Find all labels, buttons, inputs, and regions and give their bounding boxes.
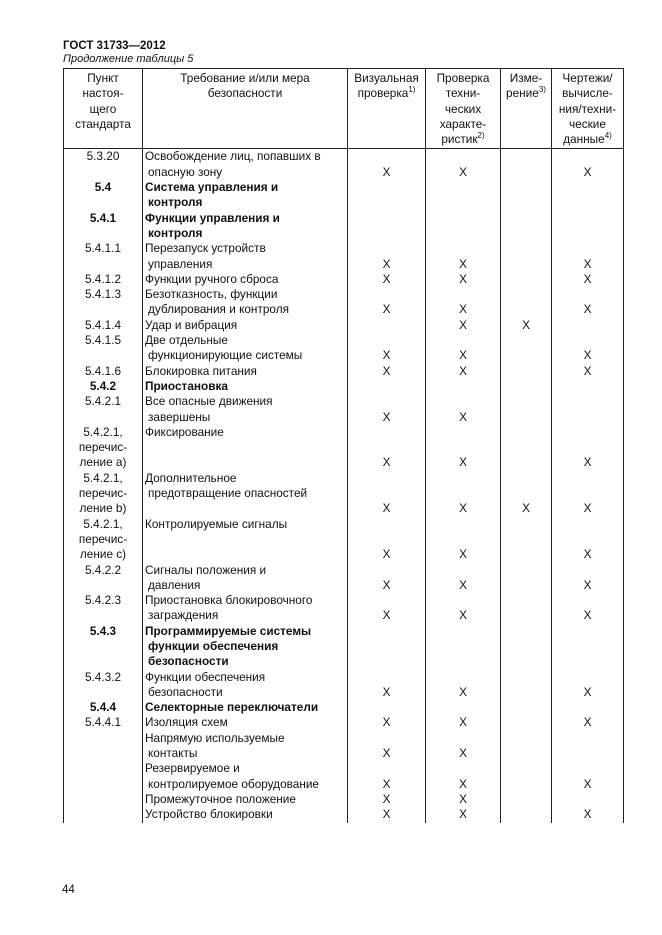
measurement-mark bbox=[501, 593, 552, 624]
table-row bbox=[64, 241, 624, 272]
requirement-text: Функции ручного сброса bbox=[143, 272, 348, 287]
tech-check-mark: X bbox=[426, 807, 501, 822]
drawings-mark: X bbox=[552, 761, 624, 792]
table-row bbox=[64, 287, 624, 318]
drawings-mark: X bbox=[552, 715, 624, 730]
requirement-text: Дополнительное предотвращение опасностей bbox=[143, 471, 348, 517]
requirement-text: Две отдельные функционирующие системы bbox=[143, 333, 348, 364]
table-row bbox=[64, 364, 624, 379]
table-row bbox=[64, 471, 624, 517]
tech-check-mark: X bbox=[426, 792, 501, 807]
page-number: 44 bbox=[62, 884, 75, 896]
table-continuation-label: Продолжение таблицы 5 bbox=[63, 53, 194, 65]
drawings-mark bbox=[552, 700, 624, 715]
requirement-text: Программируемые системы функции обеспечения безопасности bbox=[143, 624, 348, 670]
col-header-clause: Пункт настоя- щего стандарта bbox=[64, 69, 143, 149]
tech-check-mark: X bbox=[426, 563, 501, 594]
drawings-mark: X bbox=[552, 807, 624, 822]
measurement-mark bbox=[501, 394, 552, 425]
table-row bbox=[64, 379, 624, 394]
table-row bbox=[64, 670, 624, 701]
drawings-mark: X bbox=[552, 670, 624, 701]
visual-check-mark: X bbox=[348, 364, 426, 379]
clause-number: 5.4.1 bbox=[64, 211, 143, 242]
measurement-mark: X bbox=[501, 318, 552, 333]
clause-number: 5.4.1.3 bbox=[64, 287, 143, 318]
visual-check-mark: X bbox=[348, 807, 426, 822]
table-row bbox=[64, 563, 624, 594]
tech-check-mark: X bbox=[426, 364, 501, 379]
measurement-mark bbox=[501, 241, 552, 272]
clause-number: 5.4.3 bbox=[64, 624, 143, 670]
visual-check-mark: X bbox=[348, 394, 426, 425]
measurement-mark bbox=[501, 731, 552, 762]
drawings-mark: X bbox=[552, 149, 624, 180]
table-row bbox=[64, 211, 624, 242]
measurement-mark bbox=[501, 287, 552, 318]
drawings-mark: X bbox=[552, 272, 624, 287]
tech-check-mark bbox=[426, 180, 501, 211]
tech-check-mark: X bbox=[426, 149, 501, 180]
tech-check-mark: X bbox=[426, 670, 501, 701]
tech-check-mark: X bbox=[426, 761, 501, 792]
requirement-text: Приостановка блокировочного заграждения bbox=[143, 593, 348, 624]
requirement-text: Промежуточное положение bbox=[143, 792, 348, 807]
measurement-mark bbox=[501, 807, 552, 822]
table-row bbox=[64, 792, 624, 807]
requirement-text: Резервируемое и контролируемое оборудование bbox=[143, 761, 348, 792]
tech-check-mark bbox=[426, 211, 501, 242]
tech-check-mark: X bbox=[426, 394, 501, 425]
measurement-mark bbox=[501, 700, 552, 715]
drawings-mark: X bbox=[552, 364, 624, 379]
tech-check-mark: X bbox=[426, 318, 501, 333]
measurement-mark bbox=[501, 149, 552, 180]
clause-number bbox=[64, 731, 143, 762]
visual-check-mark: X bbox=[348, 333, 426, 364]
drawings-mark bbox=[552, 211, 624, 242]
visual-check-mark: X bbox=[348, 149, 426, 180]
visual-check-mark: X bbox=[348, 563, 426, 594]
requirement-text: Функции обеспечения безопасности bbox=[143, 670, 348, 701]
clause-number: 5.4.2.1, перечис- ление b) bbox=[64, 471, 143, 517]
drawings-mark: X bbox=[552, 333, 624, 364]
tech-check-mark: X bbox=[426, 272, 501, 287]
requirement-text: Селекторные переключатели bbox=[143, 700, 348, 715]
measurement-mark bbox=[501, 364, 552, 379]
tech-check-mark: X bbox=[426, 471, 501, 517]
table-header bbox=[64, 69, 624, 149]
requirement-text: Все опасные движения завершены bbox=[143, 394, 348, 425]
clause-number: 5.4.2.2 bbox=[64, 563, 143, 594]
clause-number bbox=[64, 807, 143, 822]
clause-number: 5.4.3.2 bbox=[64, 670, 143, 701]
tech-check-mark bbox=[426, 700, 501, 715]
visual-check-mark: X bbox=[348, 731, 426, 762]
drawings-mark bbox=[552, 731, 624, 762]
clause-number: 5.4.4.1 bbox=[64, 715, 143, 730]
requirement-text: Изоляция схем bbox=[143, 715, 348, 730]
requirement-text: Напрямую используемые контакты bbox=[143, 731, 348, 762]
table-row bbox=[64, 700, 624, 715]
table-row bbox=[64, 272, 624, 287]
measurement-mark bbox=[501, 792, 552, 807]
drawings-mark bbox=[552, 624, 624, 670]
clause-number: 5.4.4 bbox=[64, 700, 143, 715]
measurement-mark bbox=[501, 379, 552, 394]
clause-number bbox=[64, 792, 143, 807]
table-row bbox=[64, 180, 624, 211]
requirement-text: Сигналы положения и давления bbox=[143, 563, 348, 594]
requirement-text: Безотказность, функции дублирования и контроля bbox=[143, 287, 348, 318]
requirement-text: Удар и вибрация bbox=[143, 318, 348, 333]
measurement-mark bbox=[501, 272, 552, 287]
measurement-mark bbox=[501, 333, 552, 364]
clause-number: 5.4.2.3 bbox=[64, 593, 143, 624]
tech-check-mark: X bbox=[426, 425, 501, 471]
drawings-mark: X bbox=[552, 563, 624, 594]
requirements-table bbox=[63, 68, 624, 823]
clause-number bbox=[64, 761, 143, 792]
clause-number: 5.4.1.4 bbox=[64, 318, 143, 333]
visual-check-mark: X bbox=[348, 670, 426, 701]
tech-check-mark: X bbox=[426, 731, 501, 762]
requirement-text: Контролируемые сигналы bbox=[143, 517, 348, 563]
table-row bbox=[64, 593, 624, 624]
clause-number: 5.4.2 bbox=[64, 379, 143, 394]
requirement-text: Перезапуск устройств управления bbox=[143, 241, 348, 272]
table-row bbox=[64, 333, 624, 364]
measurement-mark bbox=[501, 180, 552, 211]
measurement-mark bbox=[501, 563, 552, 594]
visual-check-mark: X bbox=[348, 761, 426, 792]
tech-check-mark bbox=[426, 379, 501, 394]
tech-check-mark: X bbox=[426, 287, 501, 318]
tech-check-mark: X bbox=[426, 517, 501, 563]
drawings-mark bbox=[552, 792, 624, 807]
table-row bbox=[64, 517, 624, 563]
col-header-visual-check: Визуальная проверка$^{1)}$ bbox=[348, 69, 426, 149]
clause-number: 5.4.2.1, перечис- ление а) bbox=[64, 425, 143, 471]
tech-check-mark bbox=[426, 624, 501, 670]
clause-number: 5.4.1.5 bbox=[64, 333, 143, 364]
requirement-text: Приостановка bbox=[143, 379, 348, 394]
drawings-mark bbox=[552, 379, 624, 394]
col-header-tech-check: Проверка техни- ческих характе- ристик$^{2)}$ bbox=[426, 69, 501, 149]
drawings-mark: X bbox=[552, 241, 624, 272]
requirement-text: Фиксирование bbox=[143, 425, 348, 471]
clause-number: 5.4 bbox=[64, 180, 143, 211]
table-row bbox=[64, 425, 624, 471]
table-row bbox=[64, 731, 624, 762]
visual-check-mark: X bbox=[348, 792, 426, 807]
drawings-mark: X bbox=[552, 425, 624, 471]
table-body bbox=[64, 149, 624, 823]
tech-check-mark: X bbox=[426, 593, 501, 624]
requirement-text: Функции управления и контроля bbox=[143, 211, 348, 242]
clause-number: 5.3.20 bbox=[64, 149, 143, 180]
visual-check-mark bbox=[348, 700, 426, 715]
measurement-mark bbox=[501, 211, 552, 242]
visual-check-mark bbox=[348, 180, 426, 211]
visual-check-mark: X bbox=[348, 593, 426, 624]
table-row bbox=[64, 761, 624, 792]
table-row bbox=[64, 318, 624, 333]
drawings-mark: X bbox=[552, 471, 624, 517]
col-header-drawings: Чертежи/ вычисле- ния/техни- ческие данные$^{4)}$ bbox=[552, 69, 624, 149]
visual-check-mark: X bbox=[348, 241, 426, 272]
visual-check-mark bbox=[348, 624, 426, 670]
measurement-mark bbox=[501, 715, 552, 730]
table-row bbox=[64, 394, 624, 425]
visual-check-mark: X bbox=[348, 471, 426, 517]
visual-check-mark: X bbox=[348, 425, 426, 471]
measurement-mark bbox=[501, 670, 552, 701]
requirement-text: Устройство блокировки bbox=[143, 807, 348, 822]
drawings-mark bbox=[552, 180, 624, 211]
drawings-mark: X bbox=[552, 517, 624, 563]
clause-number: 5.4.1.6 bbox=[64, 364, 143, 379]
clause-number: 5.4.1.2 bbox=[64, 272, 143, 287]
measurement-mark bbox=[501, 761, 552, 792]
visual-check-mark bbox=[348, 318, 426, 333]
clause-number: 5.4.2.1, перечис- ление с) bbox=[64, 517, 143, 563]
tech-check-mark: X bbox=[426, 715, 501, 730]
tech-check-mark: X bbox=[426, 241, 501, 272]
drawings-mark bbox=[552, 318, 624, 333]
table-row bbox=[64, 715, 624, 730]
requirement-text: Освобождение лиц, попавших в опасную зону bbox=[143, 149, 348, 180]
measurement-mark bbox=[501, 425, 552, 471]
requirement-text: Блокировка питания bbox=[143, 364, 348, 379]
col-header-requirement: Требование и/или мера безопасности bbox=[143, 69, 348, 149]
measurement-mark bbox=[501, 517, 552, 563]
table-row bbox=[64, 807, 624, 822]
clause-number: 5.4.1.1 bbox=[64, 241, 143, 272]
requirement-text: Система управления и контроля bbox=[143, 180, 348, 211]
tech-check-mark: X bbox=[426, 333, 501, 364]
standard-title: ГОСТ 31733—2012 bbox=[63, 40, 166, 52]
visual-check-mark bbox=[348, 379, 426, 394]
measurement-mark bbox=[501, 624, 552, 670]
visual-check-mark: X bbox=[348, 272, 426, 287]
drawings-mark bbox=[552, 394, 624, 425]
table-row bbox=[64, 149, 624, 180]
clause-number: 5.4.2.1 bbox=[64, 394, 143, 425]
drawings-mark: X bbox=[552, 287, 624, 318]
visual-check-mark: X bbox=[348, 287, 426, 318]
measurement-mark: X bbox=[501, 471, 552, 517]
col-header-measurement: Изме- рение$^{3)}$ bbox=[501, 69, 552, 149]
visual-check-mark: X bbox=[348, 517, 426, 563]
drawings-mark: X bbox=[552, 593, 624, 624]
table-row bbox=[64, 624, 624, 670]
visual-check-mark bbox=[348, 211, 426, 242]
visual-check-mark: X bbox=[348, 715, 426, 730]
